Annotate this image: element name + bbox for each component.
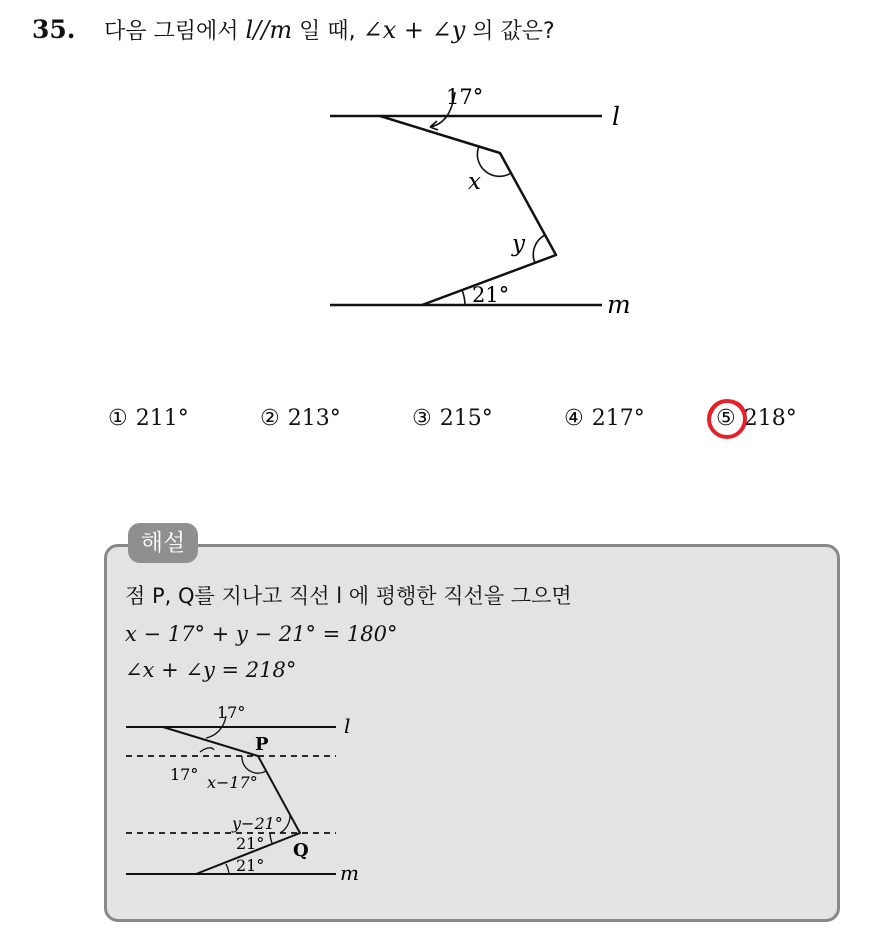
angle-sum-expr: ∠x + ∠y bbox=[362, 16, 466, 44]
exp-label-x-part: x−17° bbox=[207, 773, 258, 792]
question-text-before: 다음 그림에서 bbox=[104, 19, 246, 44]
exp-arc-21-bottom bbox=[226, 864, 229, 874]
exp-arc-17-alt bbox=[200, 748, 214, 752]
explanation-figure bbox=[0, 690, 884, 890]
choice-2[interactable]: ② 213° bbox=[260, 406, 341, 431]
label-angle-21: 21° bbox=[472, 283, 510, 307]
label-line-m: m bbox=[607, 290, 631, 319]
exp-arc-21-alt bbox=[270, 833, 272, 843]
question-text-mid: 일 때, bbox=[292, 19, 363, 44]
exp-zigzag-path bbox=[163, 727, 300, 874]
exp-label-line-m: m bbox=[340, 861, 359, 885]
exp-label-17-alt: 17° bbox=[170, 765, 199, 784]
explanation-badge: 해설 bbox=[128, 523, 198, 563]
explanation-line-1: 점 P, Q를 지나고 직선 l 에 평행한 직선을 그으면 bbox=[125, 584, 572, 608]
choice-1[interactable]: ① 211° bbox=[108, 406, 189, 431]
label-angle-y: y bbox=[512, 231, 525, 257]
exp-label-q: Q bbox=[293, 840, 309, 861]
zigzag-path bbox=[380, 116, 556, 305]
choice-4[interactable]: ④ 217° bbox=[564, 406, 645, 431]
question-text-after: 의 값은? bbox=[465, 19, 555, 44]
choice-3[interactable]: ③ 215° bbox=[412, 406, 493, 431]
exp-label-21-alt: 21° bbox=[236, 834, 265, 853]
answer-selection-circle bbox=[705, 397, 749, 441]
label-angle-17: 17° bbox=[446, 85, 484, 109]
angle-arc-21 bbox=[462, 290, 465, 305]
main-figure bbox=[0, 0, 884, 380]
exp-label-y-part: y−21° bbox=[232, 814, 283, 833]
exp-label-line-l: l bbox=[344, 714, 351, 738]
exp-label-p: P bbox=[255, 734, 269, 755]
exp-label-21-bottom: 21° bbox=[236, 856, 265, 875]
label-line-l: l bbox=[612, 102, 620, 131]
explanation-line-2: x − 17° + y − 21° = 180° bbox=[125, 622, 398, 646]
choice-5[interactable]: ⑤ 218° bbox=[716, 406, 797, 431]
explanation-line-3: ∠x + ∠y = 218° bbox=[125, 658, 297, 682]
question-number: 35. bbox=[32, 15, 76, 44]
exp-label-17-top: 17° bbox=[217, 703, 246, 722]
parallel-lines-expr: l//m bbox=[245, 16, 293, 44]
label-angle-x: x bbox=[468, 169, 481, 195]
